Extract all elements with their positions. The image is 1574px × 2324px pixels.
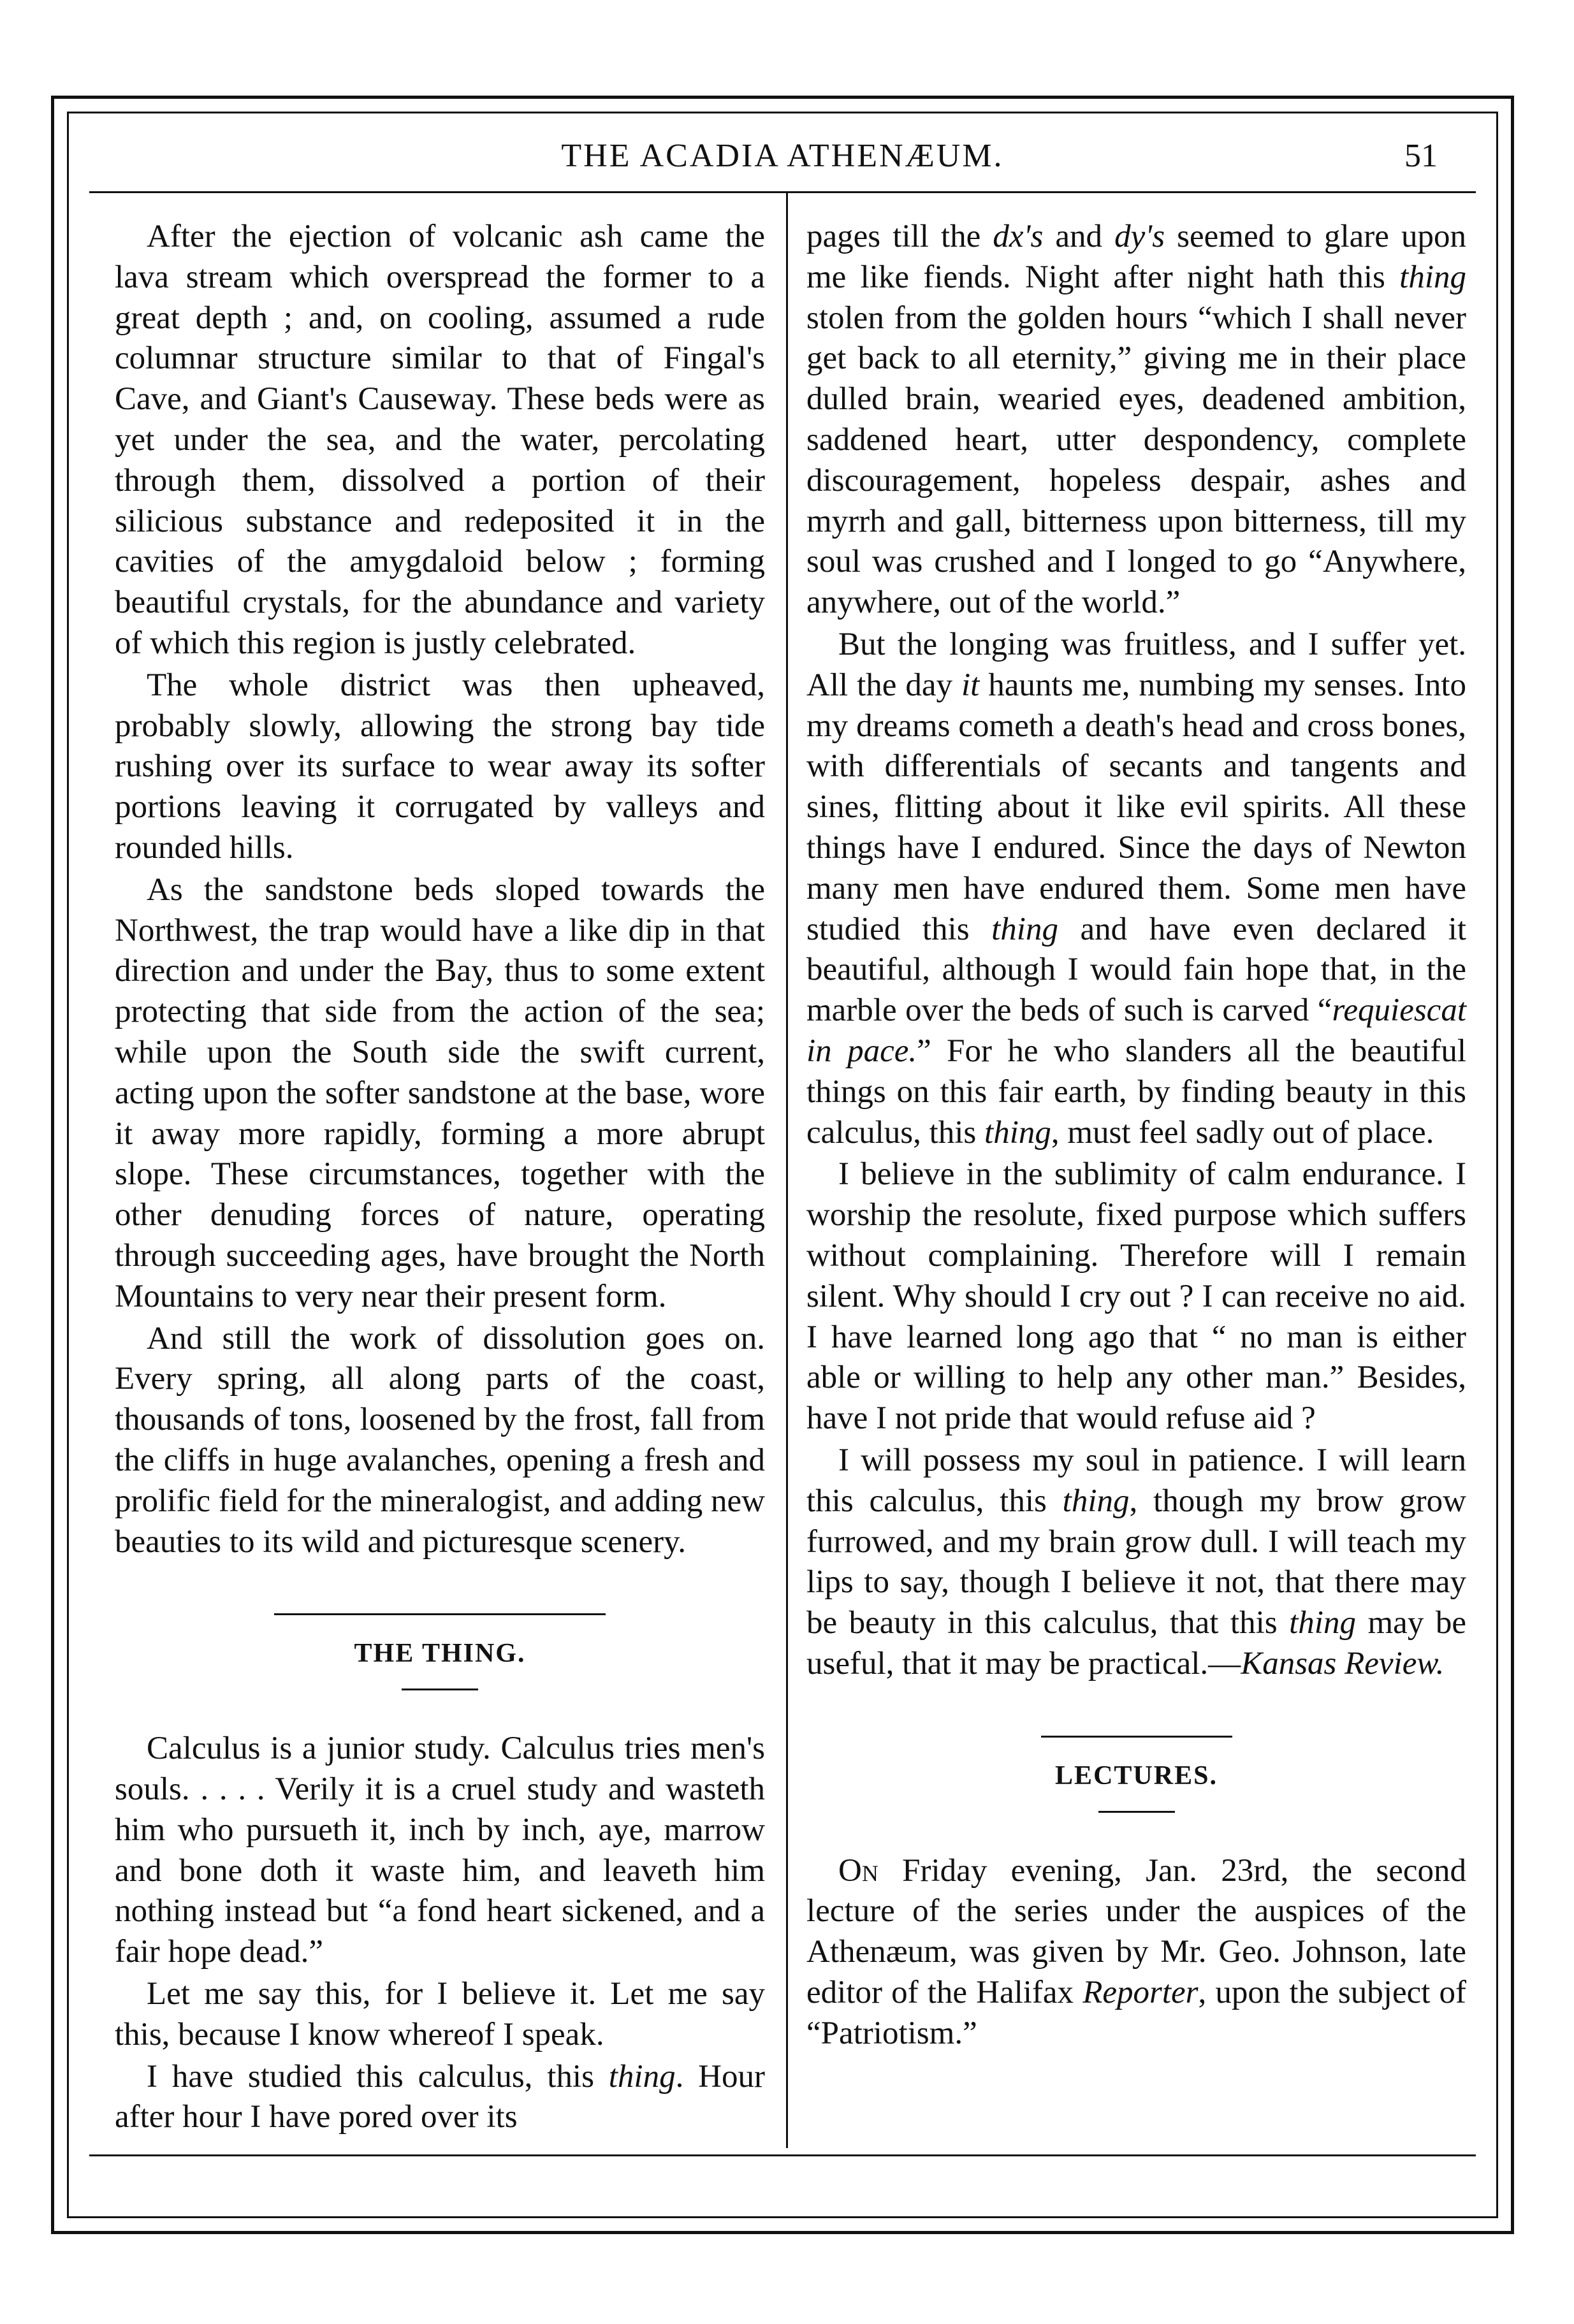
text-run: , though my brow grow furrowed, and my brain grow dull. I will teach my lips to say, though I believe it not, that there may be beauty in this calculus, that this [806, 1483, 1467, 1641]
italic-word: dy's [1114, 219, 1165, 254]
italic-word: dx's [993, 219, 1044, 254]
paragraph [806, 217, 1466, 623]
text-run: . Hour after hour I have pored over its [115, 2058, 765, 2135]
text-run: But the longing was fruitless, and I suffer yet. All the day [806, 626, 1466, 703]
drop-word: On [838, 1852, 878, 1889]
italic-word: thing [991, 911, 1058, 947]
section-title-the-thing: THE THING. [354, 1639, 526, 1669]
column-divider [786, 191, 788, 2148]
paragraph: Let me say this, for I believe it. Let me say this, because I know whereof I speak. [115, 1976, 765, 2052]
text-run: I will possess my soul in patience. I will learn this calculus, this [806, 1442, 1466, 1519]
text-run: Friday evening, Jan. 23rd, the second lecture of the series under the auspices of the Athenæum, was given by Mr. Geo. Johnson, late editor of the Halifax [806, 1852, 1466, 2011]
paragraph [115, 2057, 765, 2139]
text-run: and have even declared it beautiful, although I would fain hope that, in the marble over the beds of such is carved “ [806, 911, 1467, 1029]
italic-word: Reporter [1082, 1975, 1199, 2011]
section-title-lectures: LECTURES. [1055, 1761, 1218, 1790]
paragraph: As the sandstone beds sloped towards the Northwest, the trap would have a like dip in that direction and under the Bay, thus to some extent protecting that side from the action of the sea; while upon the South side the swift current, acting upon the softer sandstone at the base, wore it away more rapidly, forming a more abrupt slope. These circumstances, together with the other denuding forces of nature, operating through succeeding ages, have brought the North Mountains to very near their present form. [115, 871, 765, 1314]
text-run: I have studied this calculus, this [147, 2058, 609, 2095]
text-run: may be useful, that it may be practical.— [806, 1605, 1466, 1681]
footer-rule [89, 2154, 1476, 2156]
paragraph: I believe in the sublimity of calm endurance. I worship the resolute, fixed purpose which suffers without complaining. Therefore will I remain silent. Why should I cry out ? I can receive no aid. I have learned long ago that “ no man is either able or willing to help any other man.” Besides, have I not pride that would refuse aid ? [806, 1156, 1466, 1437]
section-separator [1041, 1736, 1232, 1738]
paragraph: After the ejection of volcanic ash came the lava stream which overspread the former to a great depth ; and, on cooling, assumed a rude columnar structure similar to that of Fingal's Cave, and Giant's Causeway. These beds were as yet under the sea, and the water, percolating through them, dissolved a portion of their silicious substance and redeposited it in the cavities of the amygdaloid below ; forming beautiful crystals, for the abundance and variety of which this region is justly celebrated. [115, 219, 765, 661]
running-title: THE ACADIA ATHENÆUM. [561, 138, 1004, 174]
text-run: pages till the [806, 219, 993, 254]
section-separator [274, 1613, 606, 1615]
source-attribution: Kansas Review. [1241, 1645, 1445, 1681]
text-run: seemed to glare upon me like fiends. Night after night hath this [806, 219, 1466, 295]
page-header [89, 131, 1476, 182]
italic-phrase: requiescat in pace. [806, 992, 1466, 1069]
paragraph [806, 625, 1466, 1153]
header-rule [89, 191, 1476, 193]
text-run: stolen from the golden hours “which I shall never get back to all eternity,” giving me in their place dulled brain, wearied eyes, deadened ambition, saddened heart, utter despondency, complete discouragement, hopeless despair, ashes and myrrh and gall, bitterness upon bitterness, till my soul was crushed and I longed to go “Anywhere, anywhere, out of the world.” [806, 300, 1466, 621]
italic-word: it [961, 667, 980, 703]
left-column [115, 217, 765, 2138]
italic-word: thing [984, 1114, 1051, 1151]
title-underline [1098, 1811, 1175, 1813]
paragraph: And still the work of dissolution goes on. Every spring, all along parts of the coast, thousands of tons, loosened by the frost, fall from the cliffs in huge avalanches, opening a fresh and prolific field for the mineralogist, and adding new beauties to its wild and picturesque scenery. [115, 1320, 765, 1560]
paragraph: The whole district was then upheaved, probably slowly, allowing the strong bay tide rushing over its surface to wear away its softer portions leaving it corrugated by valleys and rounded hills. [115, 667, 765, 866]
italic-word: thing [1289, 1605, 1356, 1641]
text-run: and [1043, 219, 1115, 254]
title-underline [402, 1689, 478, 1690]
italic-word: thing [608, 2058, 676, 2095]
text-run: , must feel sadly out of place. [1051, 1114, 1434, 1151]
text-run: ” For he who slanders all the beautiful things on this fair earth, by finding beauty in this calculus, this [806, 1033, 1466, 1151]
paragraph [806, 1441, 1466, 1685]
right-column [806, 217, 1466, 2054]
italic-word: thing [1399, 259, 1466, 295]
paragraph [806, 1851, 1466, 2054]
page-number: 51 [1404, 138, 1438, 174]
italic-word: thing [1062, 1483, 1130, 1519]
text-run: haunts me, numbing my senses. Into my dreams cometh a death's head and cross bones, with differentials of secants and tangents and sines, flitting about it like evil spirits. All these things have I endured. Since the days of Newton many men have endured them. Some men have studied this [806, 667, 1466, 947]
text-run: , upon the subject of “Patriotism.” [806, 1975, 1466, 2051]
paragraph: Calculus is a junior study. Calculus tries men's souls. . . . . Verily it is a cruel study and wasteth him who pursueth it, inch by inch, aye, marrow and bone doth it waste him, and leaveth him nothing instead but “a fond heart sickened, and a fair hope dead.” [115, 1731, 765, 1970]
